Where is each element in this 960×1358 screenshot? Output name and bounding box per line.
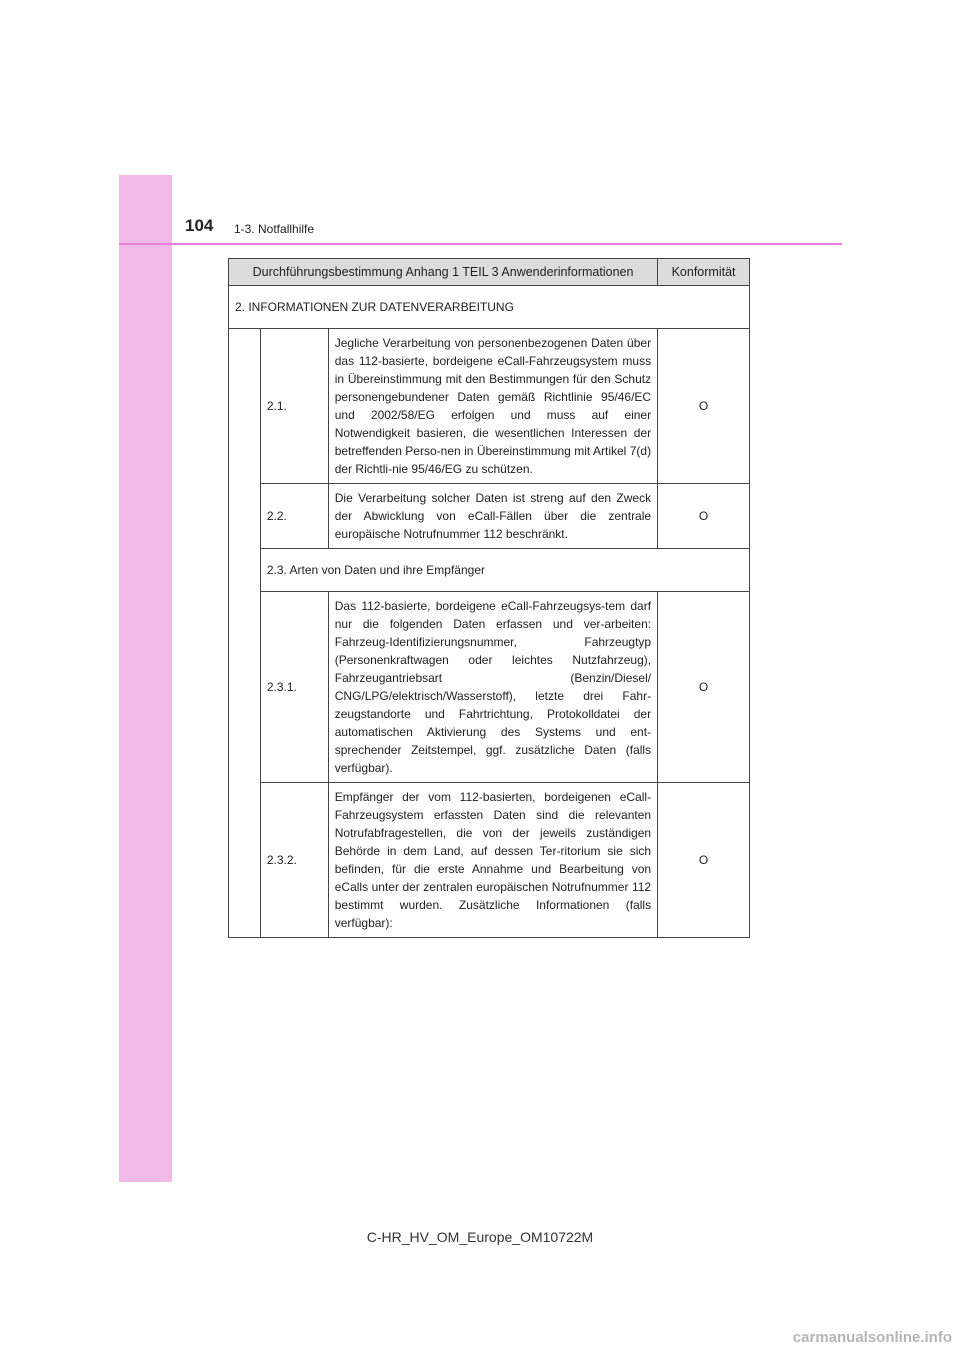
row-number: 2.2. [260,484,328,549]
row-conformity: O [658,329,750,484]
section-title: 1-3. Notfallhilfe [234,222,315,236]
chapter-sidebar-tab [119,175,172,1182]
row-conformity: O [658,484,750,549]
column-header-conformity: Konformität [658,259,750,286]
table-row [229,484,750,549]
table-row [229,329,750,484]
table-row [229,592,750,783]
subsection-heading-row [229,549,750,592]
table-row [229,783,750,938]
row-text: Die Verarbeitung solcher Daten ist streng auf den Zweck der Abwicklung von eCall-Fällen über die zentrale europäische Notrufnummer 112 beschränkt. [328,484,657,549]
row-text: Das 112-basierte, bordeigene eCall-Fahrzeugsys-tem darf nur die folgenden Daten erfassen und ver-arbeiten: Fahrzeug-Identifizierungsnummer, Fahrzeugtyp (Personenkraftwagen oder leichtes Nutzfahrzeug), Fahrzeugantriebsart (Benzin/Diesel/ CNG/LPG/elektrisch/Wasserstoff), letzte drei Fahr-zeugstandorte und Fahrtrichtung, Protokolldatei der automatischen Aktivierung des Systems und ent-sprechender Zeitstempel, ggf. zusätzliche Daten (falls verfügbar). [328,592,657,783]
indent-cell [229,329,261,938]
section-heading-row [229,286,750,329]
table-header-row [229,259,750,286]
page-number: 104 [185,216,214,235]
row-number: 2.3.2. [260,783,328,938]
row-text: Empfänger der vom 112-basierten, bordeigenen eCall-Fahrzeugsystem erfassten Daten sind die relevanten Notrufabfragestellen, die von der jeweils zuständigen Behörde in dem Land, auf dessen Ter-ritorium sie sich befinden, für die erste Annahme und Bearbeitung von eCalls unter der zentralen europäischen Notrufnummer 112 bestimmt wurden. Zusätzliche Informationen (falls verfügbar): [328,783,657,938]
subsection-heading: 2.3. Arten von Daten und ihre Empfänger [260,549,749,592]
row-number: 2.1. [260,329,328,484]
row-conformity: O [658,592,750,783]
column-header-requirement: Durchführungsbestimmung Anhang 1 TEIL 3 Anwenderinformationen [229,259,658,286]
row-number: 2.3.1. [260,592,328,783]
row-text: Jegliche Verarbeitung von personenbezogenen Daten über das 112-basierte, bordeigene eCall-Fahrzeugsystem muss in Übereinstimmung mit den Bestimmungen für den Schutz personengebundener Daten gemäß Richtlinie 95/46/EC und 2002/58/EG erfolgen und muss auf einer Notwendigkeit basieren, die wesentlichen Interessen der betreffenden Perso-nen in Übereinstimmung mit Artikel 7(d) der Richtli-nie 95/46/EG zu schützen. [328,329,657,484]
row-conformity: O [658,783,750,938]
section-heading: 2. INFORMATIONEN ZUR DATENVERARBEITUNG [229,286,750,329]
header-divider [119,243,842,245]
watermark: carmanualsonline.info [792,1329,952,1346]
document-code: C-HR_HV_OM_Europe_OM10722M [366,1229,594,1245]
conformity-table [228,258,750,938]
